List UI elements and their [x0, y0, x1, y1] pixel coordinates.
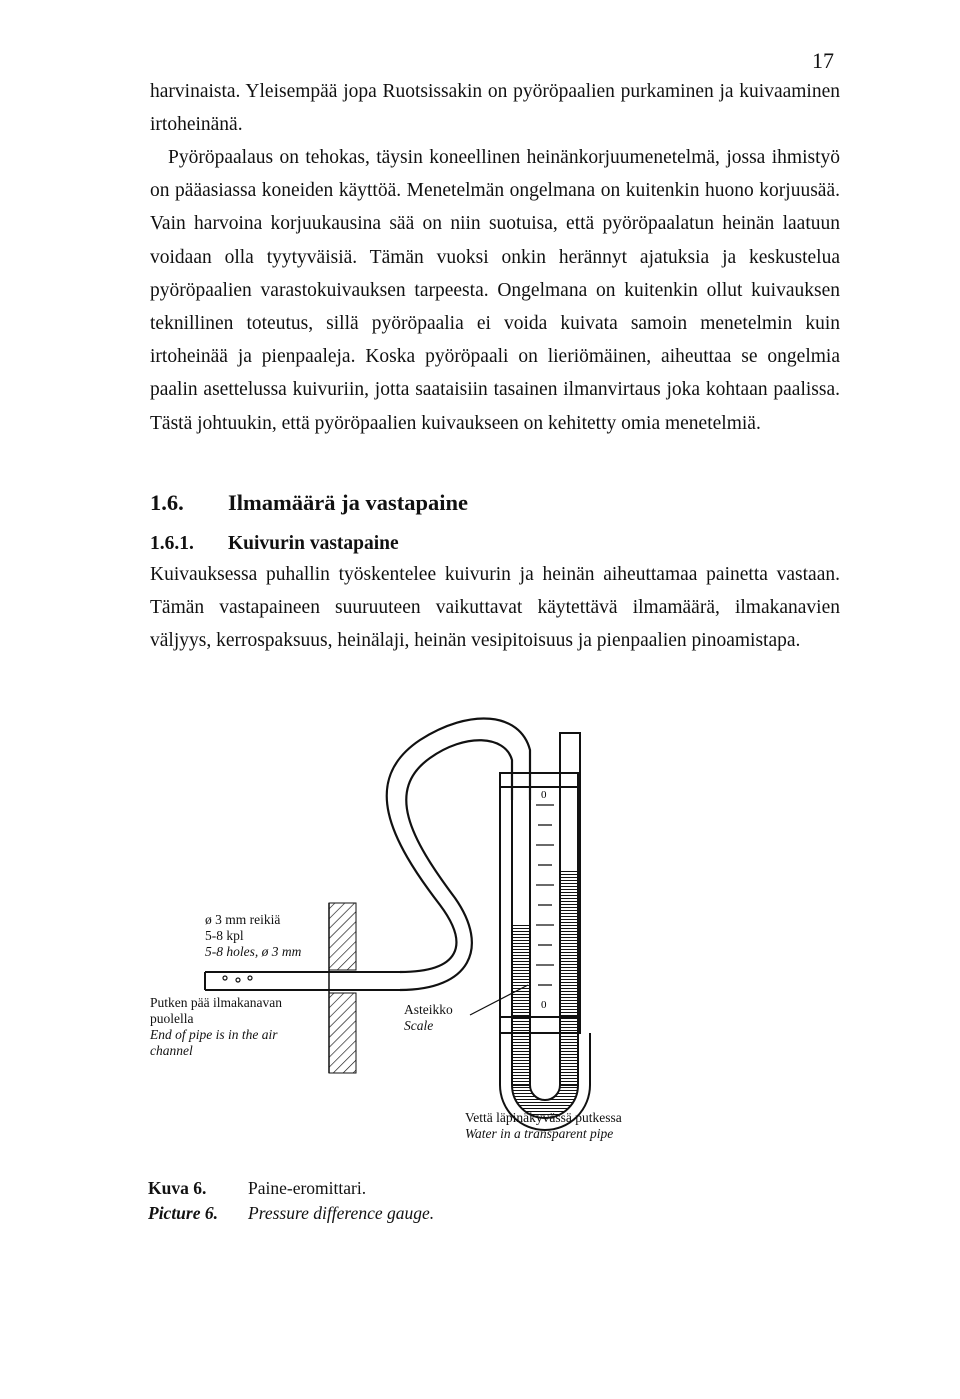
pipe-end-label: Putken pää ilmakanavan puolella End of pipe is in the air channel — [150, 995, 282, 1058]
scale-top-label: 0 — [541, 789, 547, 801]
scale-label: Asteikko Scale — [404, 1002, 453, 1033]
section-heading: 1.6. Ilmamäärä ja vastapaine — [150, 490, 468, 515]
scale-bottom-label: 0 — [541, 999, 547, 1011]
figure-caption-fi: Kuva 6. Paine-eromittari. — [148, 1178, 367, 1198]
paragraph-back-pressure: Kuivauksessa puhallin työskentelee kuivurin ja heinän aiheuttamaa painetta vastaan. Tämän vastapaineen suuruuteen vaikuttavat käytettävä ilmamäärä, ilmakanavien väljyys, kerrospaksuus, heinälaji, heinän vesipitoisuus ja pienpaalien pinoamistapa. — [150, 564, 840, 652]
wall-section — [329, 903, 356, 1073]
figure-caption-en: Picture 6. Pressure difference gauge. — [148, 1203, 435, 1223]
paragraph-intro: harvinaista. Yleisempää jopa Ruotsissakin on pyöröpaalien purkaminen ja kuivaaminen irtoheinänä. — [150, 81, 840, 136]
paragraph-round-baling: Pyöröpaalaus on tehokas, täysin koneellinen heinänkorjuumenetelmä, jossa ihmistyö on pääasiassa koneiden käyttöä. Menetelmän ongelmana on kuitenkin huono korjuusää. Vain harvoina korjuukausina sää on niin suotuisa, että pyöröpaalatun heinän laatuun voidaan olla tyytyväisiä. Tämän vuoksi onkin herännyt ajatuksia ja keskustelua pyöröpaalien varastokuivauksen tarpeesta. Ongelmana on kuitenkin ollut kuivauksen teknillinen toteutus, sillä pyöröpaalia ei voida kuivata samoin menetelmin kuin irtoheinää ja pienpaaleja. Koska pyöröpaali on lieriömäinen, aiheuttaa se ongelmia paalin asettelussa kuivuriin, jotta saataisiin tasainen ilmanvirtaus joka kohtaan paalissa. Tästä johtuukin, että pyöröpaalien kuivaukseen on kehitetty omia menetelmiä. — [150, 147, 840, 434]
page-number: 17 — [812, 48, 834, 73]
scale-ticks — [536, 805, 554, 985]
holes-label: ø 3 mm reikiä 5-8 kpl 5-8 holes, ø 3 mm — [205, 912, 302, 959]
curved-tube — [387, 718, 530, 990]
pipe-end — [205, 972, 400, 990]
water-label: Vettä läpinäkyvässä putkessa Water in a transparent pipe — [465, 1110, 622, 1141]
subsection-heading: 1.6.1. Kuivurin vastapaine — [150, 533, 399, 554]
